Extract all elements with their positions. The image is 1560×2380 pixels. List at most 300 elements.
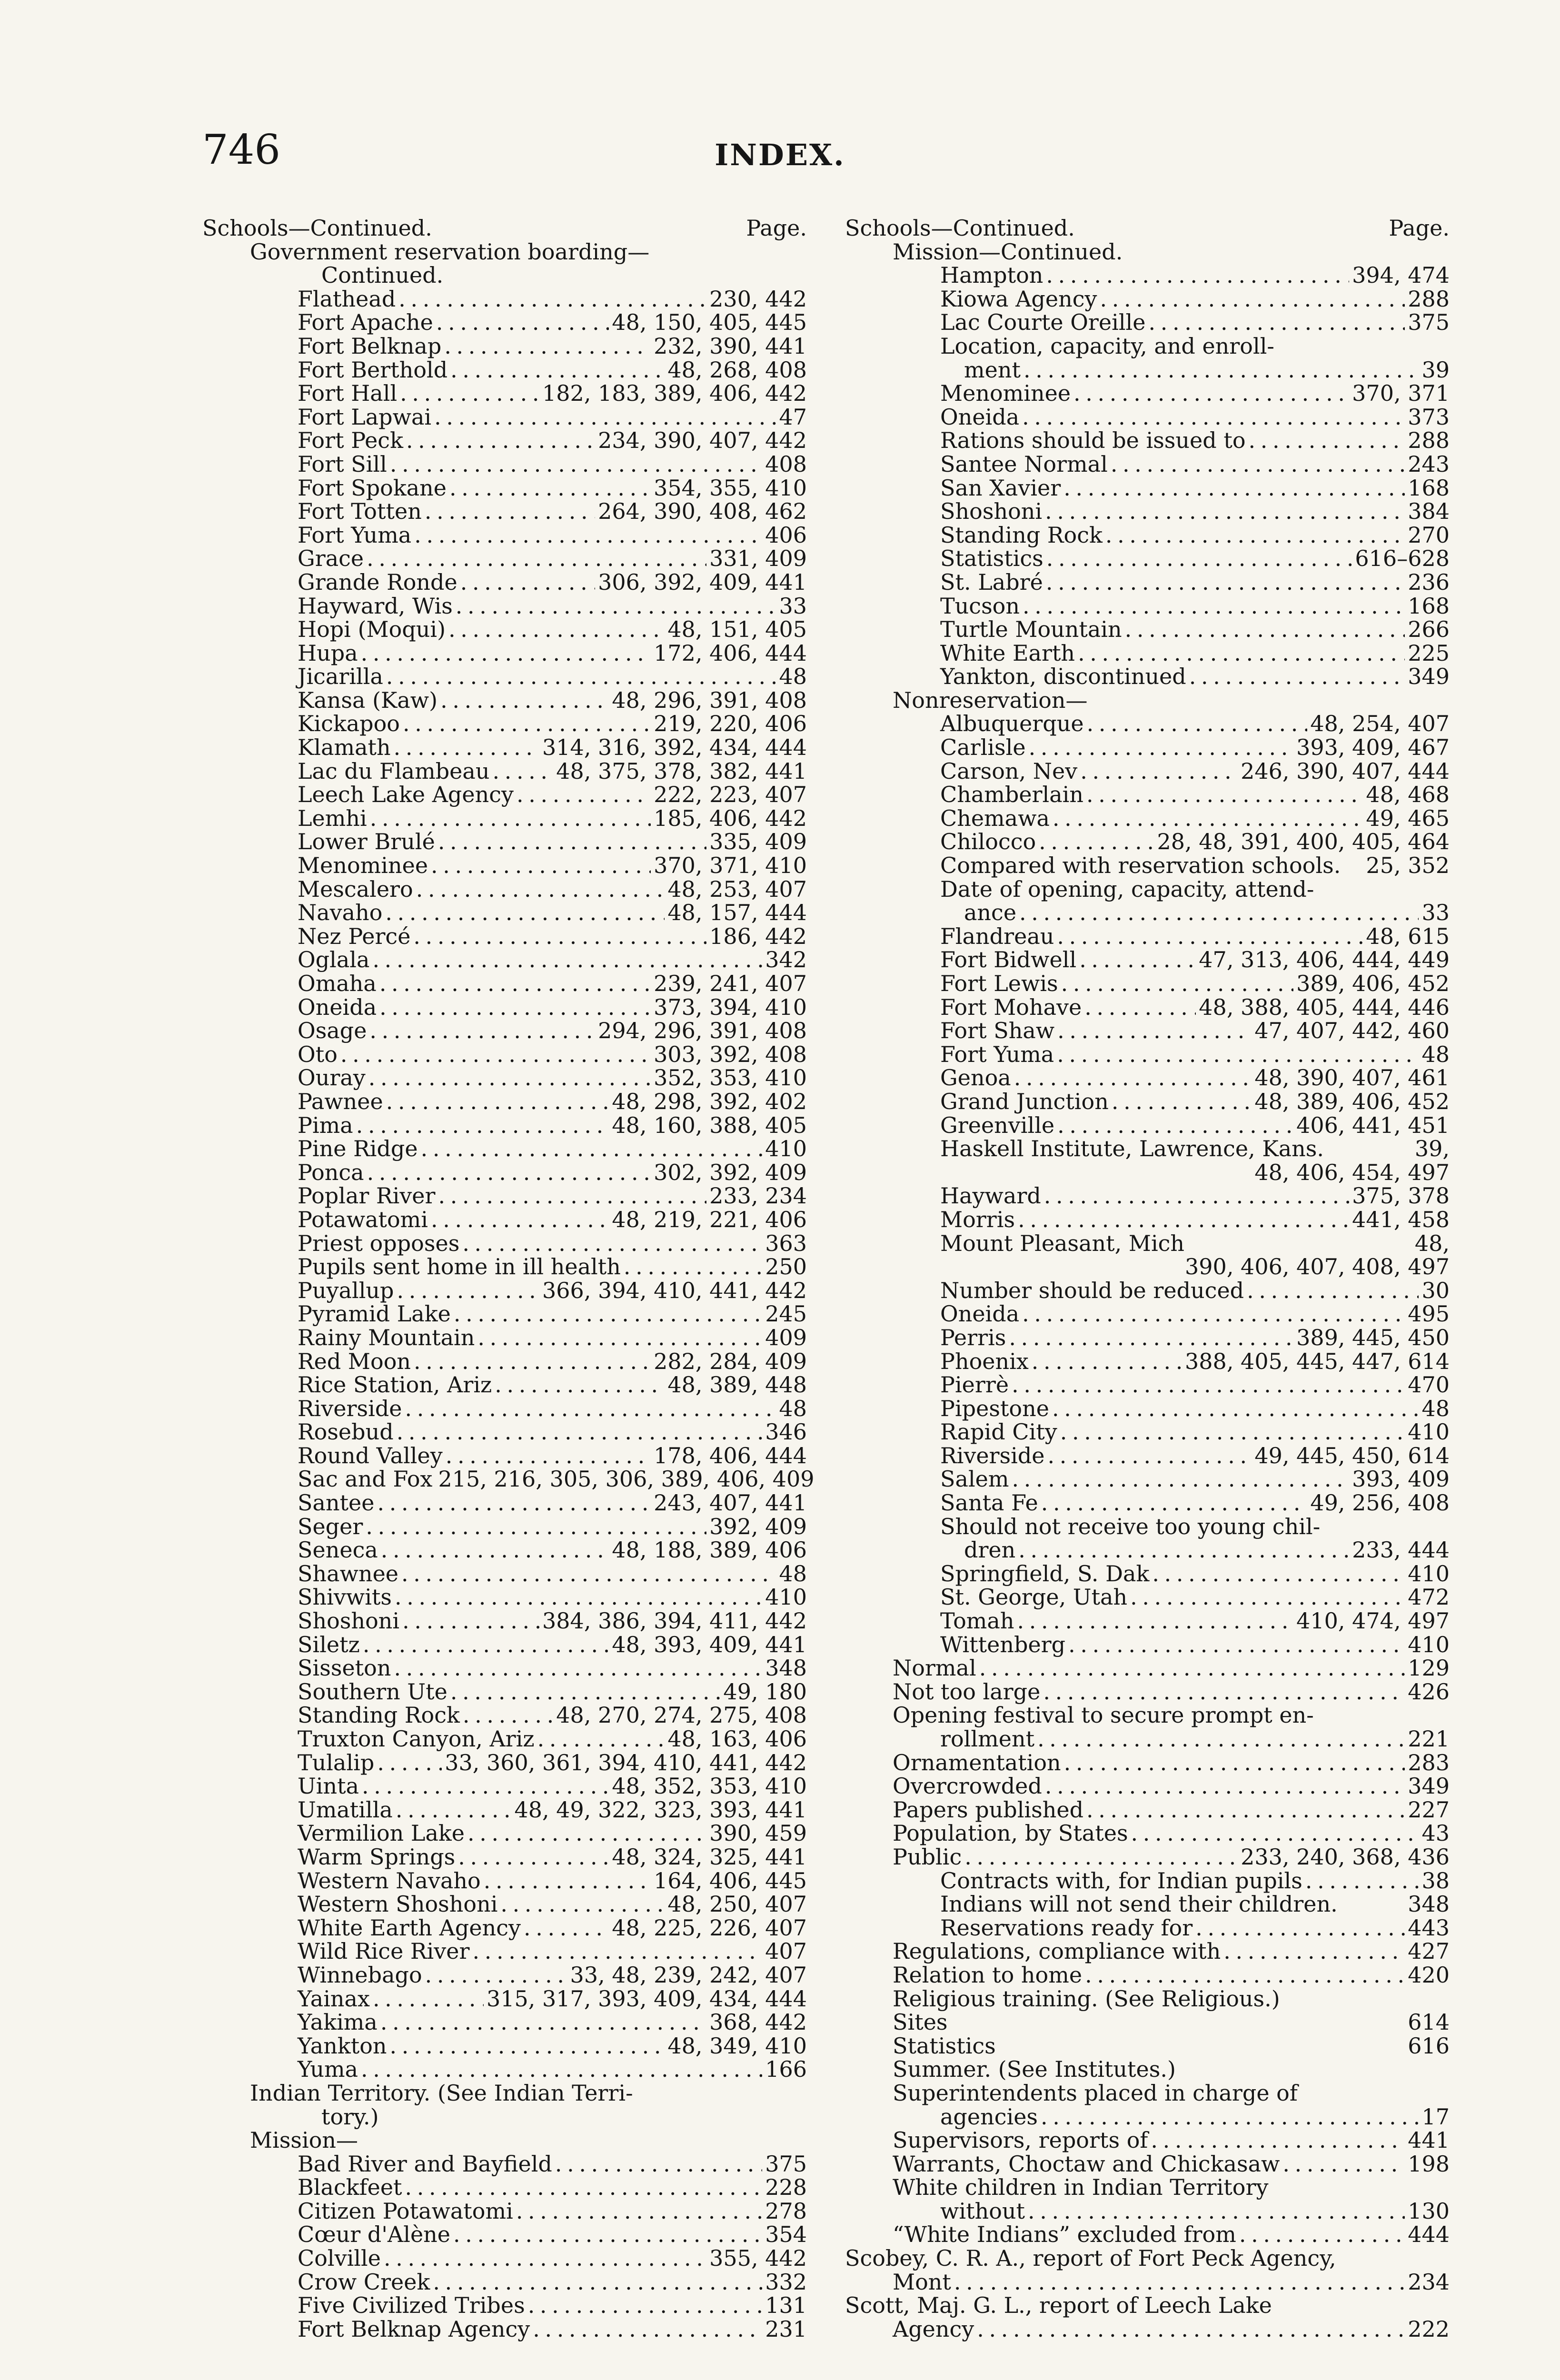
dot-leader bbox=[1152, 1562, 1405, 1586]
index-entry bbox=[845, 1114, 1450, 1138]
dot-leader bbox=[390, 2034, 665, 2058]
index-entry-term: rollment bbox=[940, 1726, 1035, 1752]
dot-leader bbox=[381, 1538, 609, 1562]
page-number: 746 bbox=[202, 126, 281, 174]
index-entry bbox=[202, 1491, 807, 1515]
index-entry-term: Shivwits bbox=[298, 1584, 392, 1610]
index-entry-term: Location, capacity, and enroll- bbox=[940, 333, 1274, 359]
index-entry-term: Menominee bbox=[298, 853, 428, 879]
index-entry bbox=[845, 689, 1450, 713]
index-entry-pages: 389, 445, 450 bbox=[1296, 1324, 1450, 1350]
dot-leader bbox=[421, 1137, 763, 1161]
index-entry-term: Western Navaho bbox=[298, 1867, 481, 1894]
index-entry-pages: 178, 406, 444 bbox=[654, 1442, 807, 1468]
index-entry bbox=[845, 2294, 1450, 2318]
index-entry-term: Omaha bbox=[298, 971, 377, 996]
index-entry-pages: 294, 296, 391, 408 bbox=[598, 1018, 807, 1044]
index-entry bbox=[202, 2129, 807, 2152]
index-entry bbox=[202, 1208, 807, 1232]
dot-leader bbox=[467, 1822, 706, 1845]
dot-leader bbox=[448, 618, 665, 642]
index-entry-term: without bbox=[940, 2198, 1025, 2224]
index-entry-term: Western Shoshoni bbox=[298, 1891, 498, 1917]
dot-leader bbox=[379, 996, 651, 1020]
index-entry-pages: 302, 392, 409 bbox=[654, 1159, 807, 1185]
index-entry-term: Pupils sent home in ill health bbox=[298, 1254, 621, 1280]
dot-leader bbox=[425, 500, 595, 524]
index-entry-term: Salem bbox=[940, 1466, 1009, 1492]
dot-leader bbox=[495, 1373, 665, 1397]
index-entry-term: Santa Fe bbox=[940, 1490, 1038, 1516]
index-entry-pages: 392, 409 bbox=[709, 1513, 807, 1539]
index-entry-term: Standing Rock bbox=[940, 522, 1103, 548]
index-entry bbox=[845, 1515, 1450, 1539]
index-entry-term: Nez Percé bbox=[298, 923, 411, 949]
dot-leader bbox=[1044, 1184, 1349, 1208]
index-entry-term: Lower Brulé bbox=[298, 829, 435, 855]
dot-leader bbox=[1022, 1302, 1405, 1326]
index-entry-term: ment bbox=[964, 357, 1021, 383]
index-entry-term: St. Labré bbox=[940, 569, 1043, 595]
dot-leader bbox=[1046, 264, 1349, 288]
index-entry-term: Genoa bbox=[940, 1065, 1011, 1091]
index-entry bbox=[845, 665, 1450, 689]
index-entry-pages: 389, 406, 452 bbox=[1296, 971, 1450, 996]
index-entry bbox=[845, 1279, 1450, 1303]
index-entry bbox=[845, 1893, 1450, 1916]
index-entry-pages: 472 bbox=[1408, 1584, 1450, 1610]
index-entry-term: Carson, Nev bbox=[940, 758, 1078, 784]
index-entry-pages: 38 bbox=[1421, 1867, 1450, 1894]
dot-leader bbox=[453, 2223, 762, 2247]
index-entry-term: Contracts with, for Indian pupils bbox=[940, 1867, 1302, 1894]
index-entry-term: Ponca bbox=[298, 1159, 364, 1185]
dot-leader bbox=[1087, 712, 1308, 736]
dot-leader bbox=[440, 689, 609, 713]
index-entry-pages: 48, 163, 406 bbox=[667, 1726, 807, 1752]
index-entry-term: Fort Bidwell bbox=[940, 947, 1077, 973]
index-entry bbox=[845, 1137, 1450, 1161]
index-entry-pages: 221 bbox=[1408, 1726, 1450, 1752]
dot-leader bbox=[361, 642, 651, 665]
index-entry bbox=[202, 1704, 807, 1727]
index-entry bbox=[845, 2011, 1450, 2034]
dot-leader bbox=[1053, 807, 1363, 831]
index-entry-term: Menominee bbox=[940, 380, 1071, 407]
index-entry bbox=[202, 642, 807, 665]
index-entry-term: Turtle Mountain bbox=[940, 616, 1122, 643]
index-entry bbox=[845, 358, 1450, 382]
index-entry-term: Hopi (Moqui) bbox=[298, 616, 446, 643]
index-entry-term: Religious training. (See Religious.) bbox=[893, 1985, 1280, 2012]
dot-leader bbox=[454, 1302, 762, 1326]
index-entry-term: Warrants, Choctaw and Chickasaw bbox=[893, 2151, 1280, 2177]
index-entry-pages: 375 bbox=[765, 2151, 807, 2177]
index-entry-pages: 441, 458 bbox=[1352, 1206, 1450, 1232]
index-entry bbox=[202, 2058, 807, 2082]
dot-leader bbox=[362, 1775, 609, 1798]
index-entry-pages: 331, 409 bbox=[709, 545, 807, 572]
index-entry bbox=[202, 358, 807, 382]
index-entry-pages: 282, 284, 409 bbox=[654, 1348, 807, 1374]
index-entry-pages: 393, 409, 467 bbox=[1296, 734, 1450, 761]
dot-leader bbox=[1282, 2152, 1405, 2176]
dot-leader bbox=[555, 2152, 762, 2176]
index-entry-pages: 225 bbox=[1408, 640, 1450, 666]
index-entry bbox=[202, 948, 807, 972]
dot-leader bbox=[1239, 2223, 1405, 2247]
dot-leader bbox=[1057, 1043, 1419, 1067]
index-entry-term: Tucson bbox=[940, 593, 1020, 619]
index-entry bbox=[202, 2200, 807, 2223]
index-entry-term: Mission—Continued. bbox=[893, 238, 1123, 265]
index-entry-pages: Page. bbox=[746, 215, 807, 241]
page-title: INDEX. bbox=[715, 138, 845, 172]
index-entry-pages: 48, 157, 444 bbox=[667, 900, 807, 926]
index-entry-term: Ornamentation bbox=[893, 1749, 1061, 1775]
index-entry bbox=[202, 1822, 807, 1845]
index-entry-pages: 407 bbox=[765, 1938, 807, 1964]
index-entry-pages: 48, 406, 454, 497 bbox=[1254, 1159, 1450, 1185]
dot-leader bbox=[977, 2318, 1405, 2341]
index-entry-pages: 427 bbox=[1408, 1938, 1450, 1964]
index-entry-term: Winnebago bbox=[298, 1962, 422, 1988]
index-entry-term: Five Civilized Tribes bbox=[298, 2292, 525, 2319]
index-entry-pages: 33 bbox=[1421, 900, 1450, 926]
index-entry-pages: 303, 392, 408 bbox=[654, 1041, 807, 1067]
index-entry-term: Compared with reservation schools. bbox=[940, 853, 1341, 879]
index-entry-term: Summer. (See Institutes.) bbox=[893, 2056, 1176, 2082]
index-entry-term: Agency bbox=[893, 2316, 974, 2342]
index-entry bbox=[202, 2271, 807, 2294]
index-entry-pages: 48, 388, 405, 444, 446 bbox=[1199, 994, 1450, 1020]
index-entry-pages: 393, 409 bbox=[1352, 1466, 1450, 1492]
index-entry bbox=[202, 1326, 807, 1350]
index-entry bbox=[202, 1751, 807, 1775]
index-entry bbox=[202, 476, 807, 500]
index-entry-pages: 48, 254, 407 bbox=[1310, 711, 1450, 737]
index-entry-term: Hayward, Wis bbox=[298, 593, 453, 619]
dot-leader bbox=[624, 1255, 762, 1279]
index-entry-pages: 373 bbox=[1408, 404, 1450, 430]
index-entry bbox=[202, 1680, 807, 1704]
index-entry-pages: 48 bbox=[779, 664, 807, 690]
index-entry-pages: 219, 220, 406 bbox=[654, 711, 807, 737]
dot-leader bbox=[367, 1161, 651, 1185]
index-entry-term: Hampton bbox=[940, 262, 1043, 288]
dot-leader bbox=[1057, 925, 1363, 949]
index-entry-term: Supervisors, reports of bbox=[893, 2127, 1148, 2153]
index-entry-pages: 48, 150, 405, 445 bbox=[612, 309, 807, 336]
index-entry-term: Priest opposes bbox=[298, 1230, 460, 1256]
index-entry-term: Oneida bbox=[940, 404, 1020, 430]
index-entry bbox=[845, 2318, 1450, 2341]
dot-leader bbox=[363, 1633, 609, 1657]
index-entry-term: Rations should be issued to bbox=[940, 427, 1246, 454]
index-entry bbox=[845, 1916, 1450, 1940]
index-entry bbox=[845, 1538, 1450, 1562]
index-entry-term: Rice Station, Ariz bbox=[298, 1372, 492, 1398]
index-entry-pages: 394, 474 bbox=[1352, 262, 1450, 288]
index-entry bbox=[202, 547, 807, 571]
index-entry bbox=[202, 1775, 807, 1798]
dot-leader bbox=[1037, 1727, 1405, 1751]
index-entry-pages: 49, 465 bbox=[1366, 805, 1450, 831]
index-entry-pages: 616 bbox=[1408, 2033, 1450, 2059]
dot-leader bbox=[1063, 476, 1405, 500]
index-entry-pages: 49, 180 bbox=[723, 1678, 807, 1705]
index-entry-term: Kansa (Kaw) bbox=[298, 687, 438, 713]
index-entry bbox=[845, 854, 1450, 878]
dot-leader bbox=[1112, 1090, 1252, 1114]
index-entry bbox=[202, 1373, 807, 1397]
dot-leader bbox=[1045, 500, 1405, 524]
index-entry-pages: 614 bbox=[1408, 2009, 1450, 2035]
index-entry-term: Flathead bbox=[298, 286, 396, 312]
dot-leader bbox=[954, 2271, 1405, 2294]
index-entry-pages: 166 bbox=[765, 2056, 807, 2082]
index-entry bbox=[202, 2247, 807, 2271]
index-entry-pages: 406, 441, 451 bbox=[1296, 1112, 1450, 1138]
dot-leader bbox=[397, 1420, 763, 1444]
index-entry bbox=[202, 689, 807, 713]
index-entry-pages: 495 bbox=[1408, 1301, 1450, 1327]
index-entry-pages: 130 bbox=[1408, 2198, 1450, 2224]
index-entry-pages: 245 bbox=[765, 1301, 807, 1327]
index-entry-pages: 48, 188, 389, 406 bbox=[612, 1537, 807, 1563]
index-entry bbox=[202, 429, 807, 453]
index-entry bbox=[845, 217, 1450, 240]
index-entry bbox=[845, 311, 1450, 335]
index-entry-term: Oneida bbox=[940, 1301, 1020, 1327]
dot-leader bbox=[377, 1751, 442, 1775]
index-entry bbox=[202, 1161, 807, 1185]
index-entry-pages: 335, 409 bbox=[709, 829, 807, 855]
dot-leader bbox=[1189, 665, 1405, 689]
index-entry-pages: 390, 459 bbox=[709, 1820, 807, 1846]
index-entry-pages: 48, 349, 410 bbox=[667, 2033, 807, 2059]
index-entry bbox=[845, 1869, 1450, 1893]
index-entry-pages: 33 bbox=[779, 593, 807, 619]
index-entry-term: Normal bbox=[893, 1655, 976, 1681]
index-entry bbox=[845, 406, 1450, 429]
index-entry bbox=[845, 783, 1450, 807]
dot-leader bbox=[1061, 972, 1293, 996]
index-entry-term: Kiowa Agency bbox=[940, 286, 1097, 312]
index-entry bbox=[845, 240, 1450, 264]
index-entry-pages: 444 bbox=[1408, 2221, 1450, 2248]
dot-leader bbox=[1057, 1019, 1252, 1043]
index-entry-term: Fort Peck bbox=[298, 427, 403, 454]
index-entry bbox=[845, 1397, 1450, 1421]
dot-leader bbox=[1046, 571, 1405, 595]
index-entry-pages: 230, 442 bbox=[709, 286, 807, 312]
index-entry-term: Pima bbox=[298, 1112, 353, 1138]
index-entry-pages: 406 bbox=[765, 522, 807, 548]
index-entry-term: ance bbox=[964, 900, 1017, 926]
index-entry bbox=[845, 1633, 1450, 1657]
index-entry bbox=[202, 807, 807, 831]
index-entry-pages: 48, 375, 378, 382, 441 bbox=[556, 758, 807, 784]
index-entry-pages: 370, 371, 410 bbox=[654, 853, 807, 879]
index-entry-term: Pipestone bbox=[940, 1395, 1049, 1421]
index-entry-pages: 278 bbox=[765, 2198, 807, 2224]
index-entry-term: Reservations ready for bbox=[940, 1914, 1193, 1941]
index-entry-term: Mont bbox=[893, 2269, 951, 2295]
dot-leader bbox=[370, 807, 651, 831]
index-entry-pages: 227 bbox=[1408, 1796, 1450, 1823]
index-entry-term: “White Indians” excluded from bbox=[893, 2221, 1236, 2248]
index-entry bbox=[202, 854, 807, 878]
dot-leader bbox=[1073, 382, 1349, 406]
index-entry bbox=[845, 1656, 1450, 1680]
index-entry bbox=[202, 1964, 807, 1987]
index-entry-term: Public bbox=[893, 1844, 962, 1870]
dot-leader bbox=[1131, 1822, 1419, 1845]
index-entry-term: Chilocco bbox=[940, 829, 1036, 855]
index-entry-pages: 48, 393, 409, 441 bbox=[612, 1631, 807, 1657]
index-entry bbox=[845, 2129, 1450, 2152]
index-entry-pages: 441 bbox=[1408, 2127, 1450, 2153]
index-entry-pages: 48, 268, 408 bbox=[667, 357, 807, 383]
dot-leader bbox=[1012, 1468, 1350, 1491]
index-entry-pages: 49, 445, 450, 614 bbox=[1254, 1442, 1450, 1468]
dot-leader bbox=[433, 2271, 762, 2294]
index-entry-term: Chamberlain bbox=[940, 782, 1083, 808]
index-entry-term: Mescalero bbox=[298, 876, 413, 902]
index-entry-pages: 48, 219, 221, 406 bbox=[612, 1206, 807, 1232]
index-entry-term: Fort Shaw bbox=[940, 1018, 1055, 1044]
index-entry-term: Pyramid Lake bbox=[298, 1301, 451, 1327]
dot-leader bbox=[434, 406, 776, 429]
dot-leader bbox=[1057, 1114, 1293, 1138]
index-entry-pages: 232, 390, 441 bbox=[654, 333, 807, 359]
index-entry bbox=[845, 1562, 1450, 1586]
index-entry bbox=[202, 783, 807, 807]
index-entry-term: Sac and Fox bbox=[298, 1466, 433, 1492]
dot-leader bbox=[450, 358, 665, 382]
index-entry-pages: 48, 270, 274, 275, 408 bbox=[556, 1702, 807, 1728]
index-entry-term: Poplar River bbox=[298, 1183, 436, 1209]
index-entry bbox=[202, 1515, 807, 1539]
index-entry-pages: 384, 386, 394, 411, 442 bbox=[542, 1608, 807, 1634]
dot-leader bbox=[1249, 429, 1405, 453]
index-entry bbox=[845, 2152, 1450, 2176]
dot-leader bbox=[1084, 996, 1196, 1020]
dot-leader bbox=[372, 948, 762, 972]
dot-leader bbox=[340, 1043, 651, 1067]
index-entry bbox=[202, 311, 807, 335]
index-entry-pages: 198 bbox=[1408, 2151, 1450, 2177]
index-entry-pages: 48, 615 bbox=[1366, 923, 1450, 949]
index-entry-pages: 47, 407, 442, 460 bbox=[1254, 1018, 1450, 1044]
dot-leader bbox=[436, 311, 609, 335]
index-entry bbox=[845, 1184, 1450, 1208]
index-entry-pages: 366, 394, 410, 441, 442 bbox=[542, 1277, 807, 1303]
index-entry bbox=[845, 1232, 1450, 1256]
index-entry-term: Puyallup bbox=[298, 1277, 394, 1303]
index-entry bbox=[202, 1279, 807, 1303]
index-entry-pages: 288 bbox=[1408, 286, 1450, 312]
index-entry-term: Sites bbox=[893, 2009, 948, 2035]
index-entry bbox=[202, 1466, 815, 1492]
index-entry-term: Truxton Canyon, Ariz bbox=[298, 1726, 535, 1752]
index-entry-term: Phoenix bbox=[940, 1348, 1029, 1374]
index-entry-pages: 17 bbox=[1421, 2103, 1450, 2130]
index-entry-pages: 384 bbox=[1408, 498, 1450, 525]
dot-leader bbox=[1014, 1066, 1252, 1090]
index-entry-term: Schools—Continued. bbox=[202, 215, 432, 241]
dot-leader bbox=[378, 1491, 651, 1515]
index-entry bbox=[202, 335, 807, 358]
dot-leader bbox=[414, 524, 762, 547]
index-entry-term: tory.) bbox=[321, 2103, 379, 2130]
dot-leader bbox=[492, 760, 553, 783]
index-entry-term: Santee bbox=[298, 1490, 375, 1516]
index-entry-term: agencies bbox=[940, 2103, 1038, 2130]
index-entry-term: St. George, Utah bbox=[940, 1584, 1128, 1610]
dot-leader bbox=[1305, 1869, 1419, 1893]
index-entry bbox=[845, 996, 1450, 1020]
index-entry bbox=[202, 1114, 807, 1138]
dot-leader bbox=[366, 1515, 706, 1539]
index-entry-pages: 246, 390, 407, 444 bbox=[1241, 758, 1450, 784]
index-entry bbox=[845, 1964, 1450, 1987]
index-entry bbox=[202, 595, 807, 618]
index-entry bbox=[202, 1137, 807, 1161]
index-entry-pages: 346 bbox=[765, 1419, 807, 1445]
index-entry bbox=[845, 1208, 1450, 1232]
index-column-left bbox=[202, 215, 815, 2342]
index-entry-pages: 25, 352 bbox=[1366, 853, 1450, 879]
index-entry-pages: 243, 407, 441 bbox=[654, 1490, 807, 1516]
index-entry-term: Potawatomi bbox=[298, 1206, 428, 1232]
index-entry bbox=[845, 1468, 1450, 1491]
index-entry bbox=[202, 618, 807, 642]
dot-leader bbox=[964, 1845, 1238, 1869]
index-entry-pages: 368, 442 bbox=[709, 2009, 807, 2035]
index-entry bbox=[845, 2223, 1450, 2247]
index-entry-term: Wittenberg bbox=[940, 1631, 1066, 1657]
dot-leader bbox=[460, 571, 595, 595]
index-entry-term: Fort Apache bbox=[298, 309, 433, 336]
index-entry-term: Fort Lapwai bbox=[298, 404, 432, 430]
index-entry bbox=[845, 1161, 1450, 1185]
index-entry-term: Wild Rice River bbox=[298, 1938, 470, 1964]
index-entry-term: Scott, Maj. G. L., report of Leech Lake bbox=[845, 2292, 1272, 2319]
index-entry-term: Opening festival to secure prompt en- bbox=[893, 1702, 1314, 1728]
index-entry-term: Fort Sill bbox=[298, 451, 387, 477]
index-entry-term: Fort Belknap bbox=[298, 333, 442, 359]
index-entry bbox=[845, 1444, 1450, 1468]
index-entry-term: Fort Totten bbox=[298, 498, 422, 525]
index-entry-term: Citizen Potawatomi bbox=[298, 2198, 513, 2224]
index-entry bbox=[845, 1491, 1450, 1515]
index-entry bbox=[202, 264, 807, 288]
index-entry-term: Standing Rock bbox=[298, 1702, 460, 1728]
index-entry-term: Yainax bbox=[298, 1985, 370, 2012]
index-entry-term: Papers published bbox=[893, 1796, 1084, 1823]
index-entry bbox=[845, 1727, 1450, 1751]
dot-leader bbox=[1009, 1326, 1293, 1350]
index-entry-term: Sisseton bbox=[298, 1655, 391, 1681]
dot-leader bbox=[516, 2200, 762, 2223]
dot-leader bbox=[379, 972, 651, 996]
index-entry bbox=[202, 217, 807, 240]
index-entry-term: Rapid City bbox=[940, 1419, 1057, 1445]
dot-leader bbox=[400, 382, 539, 406]
dot-leader bbox=[524, 1916, 609, 1940]
